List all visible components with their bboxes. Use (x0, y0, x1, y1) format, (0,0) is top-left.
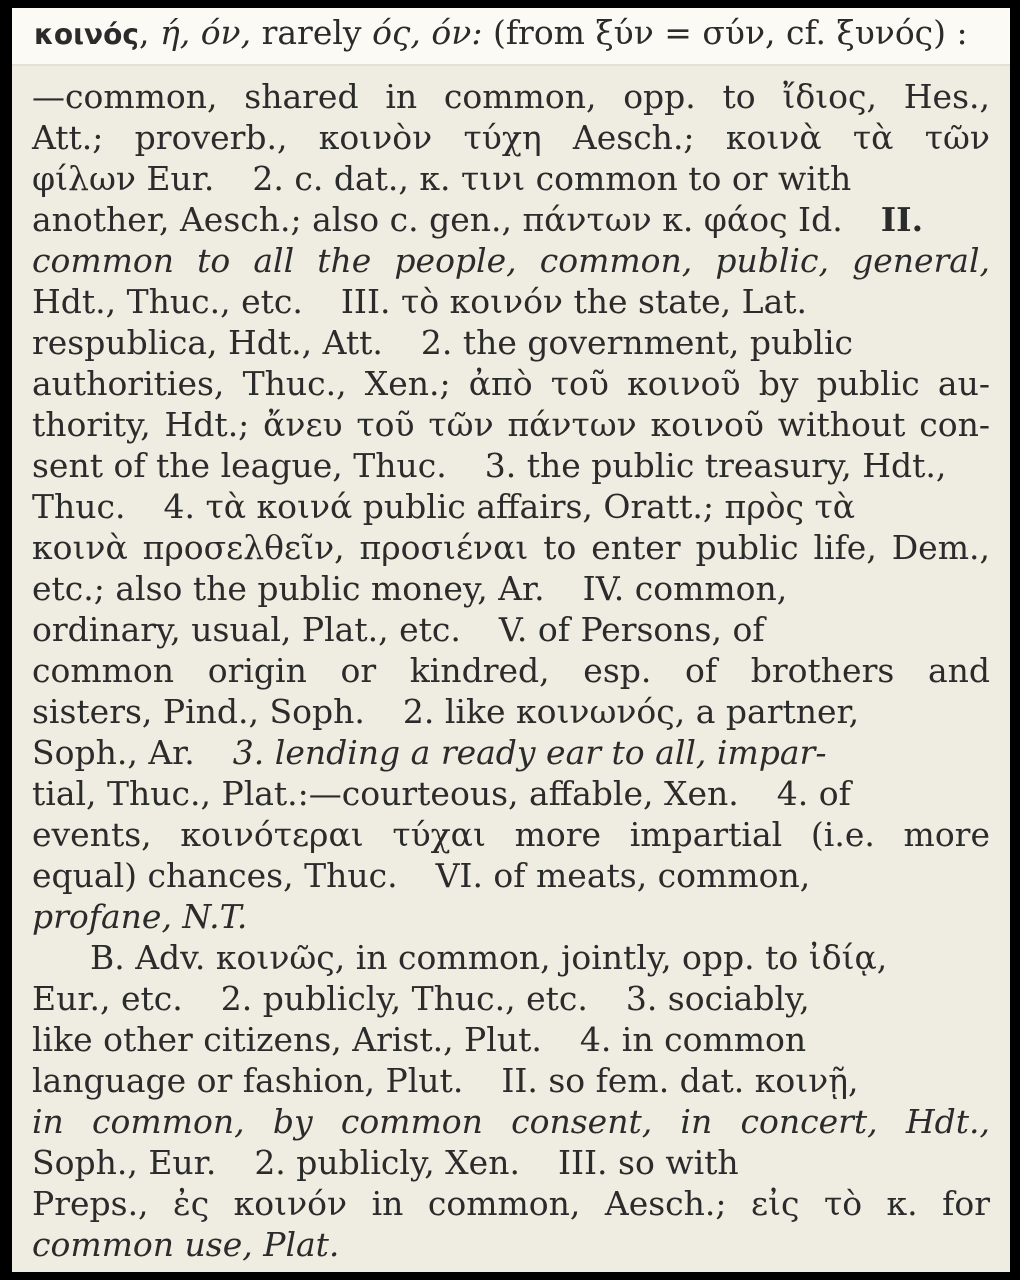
entry-line: —common, shared in common, opp. to ἴδιος, Hes., (32, 77, 990, 116)
entry-line: sent of the league, Thuc. 3. the public treasury, Hdt., (32, 446, 947, 485)
entry-line: Att.; proverb., κοινὸν τύχη Aesch.; κοινὰ τὰ τῶν (32, 118, 990, 157)
headword: κοινός (34, 18, 139, 51)
entry-line: Hdt., Thuc., etc. III. τὸ κοινόν the state, Lat. (32, 282, 807, 321)
entry-line: common use, Plat. (32, 1225, 340, 1264)
entry-line: thority, Hdt.; ἄνευ τοῦ τῶν πάντων κοινοῦ without con- (32, 405, 990, 444)
entry-line: Eur., etc. 2. publicly, Thuc., etc. 3. sociably, (32, 979, 810, 1018)
entry-line: common to all the people, common, public, general, (32, 241, 990, 280)
entry-line: respublica, Hdt., Att. 2. the government, public (32, 323, 854, 362)
dictionary-page (12, 8, 1010, 1272)
entry-line: Soph., Eur. 2. publicly, Xen. III. so with (32, 1143, 739, 1182)
entry-line: authorities, Thuc., Xen.; ἀπὸ τοῦ κοινοῦ by public au- (32, 364, 990, 403)
entry-line: in common, by common consent, in concert, Hdt., (32, 1102, 990, 1141)
entry-line: etc.; also the public money, Ar. IV. common, (32, 569, 788, 608)
entry-line: tial, Thuc., Plat.:—courteous, affable, Xen. 4. of (32, 774, 851, 813)
entry-line: φίλων Eur. 2. c. dat., κ. τινι common to or with (32, 159, 852, 198)
entry-line: like other citizens, Arist., Plut. 4. in common (32, 1020, 807, 1059)
entry-line: ordinary, usual, Plat., etc. V. of Persons, of (32, 610, 765, 649)
entry-line: language or fashion, Plut. II. so fem. dat. κοινῇ, (32, 1061, 859, 1100)
entry-line: another, Aesch.; also c. gen., πάντων κ. φάος Id. II. (32, 200, 924, 239)
entry-line: profane, N.T. (32, 897, 248, 936)
entry-line-adverb: B. Adv. κοινῶς, in common, jointly, opp. to ἰδίᾳ, (90, 938, 888, 977)
entry-line: events, κοινότεραι τύχαι more impartial (i.e. more (32, 815, 990, 854)
entry-line: Soph., Ar. 3. lending a ready ear to all, impar- (32, 733, 827, 772)
entry-line: Preps., ἐς κοινόν in common, Aesch.; εἰς τὸ κ. for (32, 1184, 990, 1223)
header-etymology: (from ξύν = σύν, cf. ξυνός) : (492, 13, 968, 52)
entry-header: κοινός, ή, όν, rarely ός, όν: (from ξύν = σύν, cf. ξυνός) : (34, 13, 968, 52)
entry-line: κοινὰ προσελθεῖν, προσιέναι to enter public life, Dem., (32, 528, 990, 567)
entry-line: Thuc. 4. τὰ κοινά public affairs, Oratt.; πρὸς τὰ (32, 487, 855, 526)
header-alt-forms: ός, όν: (372, 13, 483, 52)
header-rarely: rarely (261, 13, 362, 52)
header-forms: ή, όν, (159, 13, 252, 52)
entry-line: equal) chances, Thuc. VI. of meats, common, (32, 856, 811, 895)
entry-line: common origin or kindred, esp. of brothers and (32, 651, 990, 690)
entry-line: sisters, Pind., Soph. 2. like κοινωνός, a partner, (32, 692, 860, 731)
